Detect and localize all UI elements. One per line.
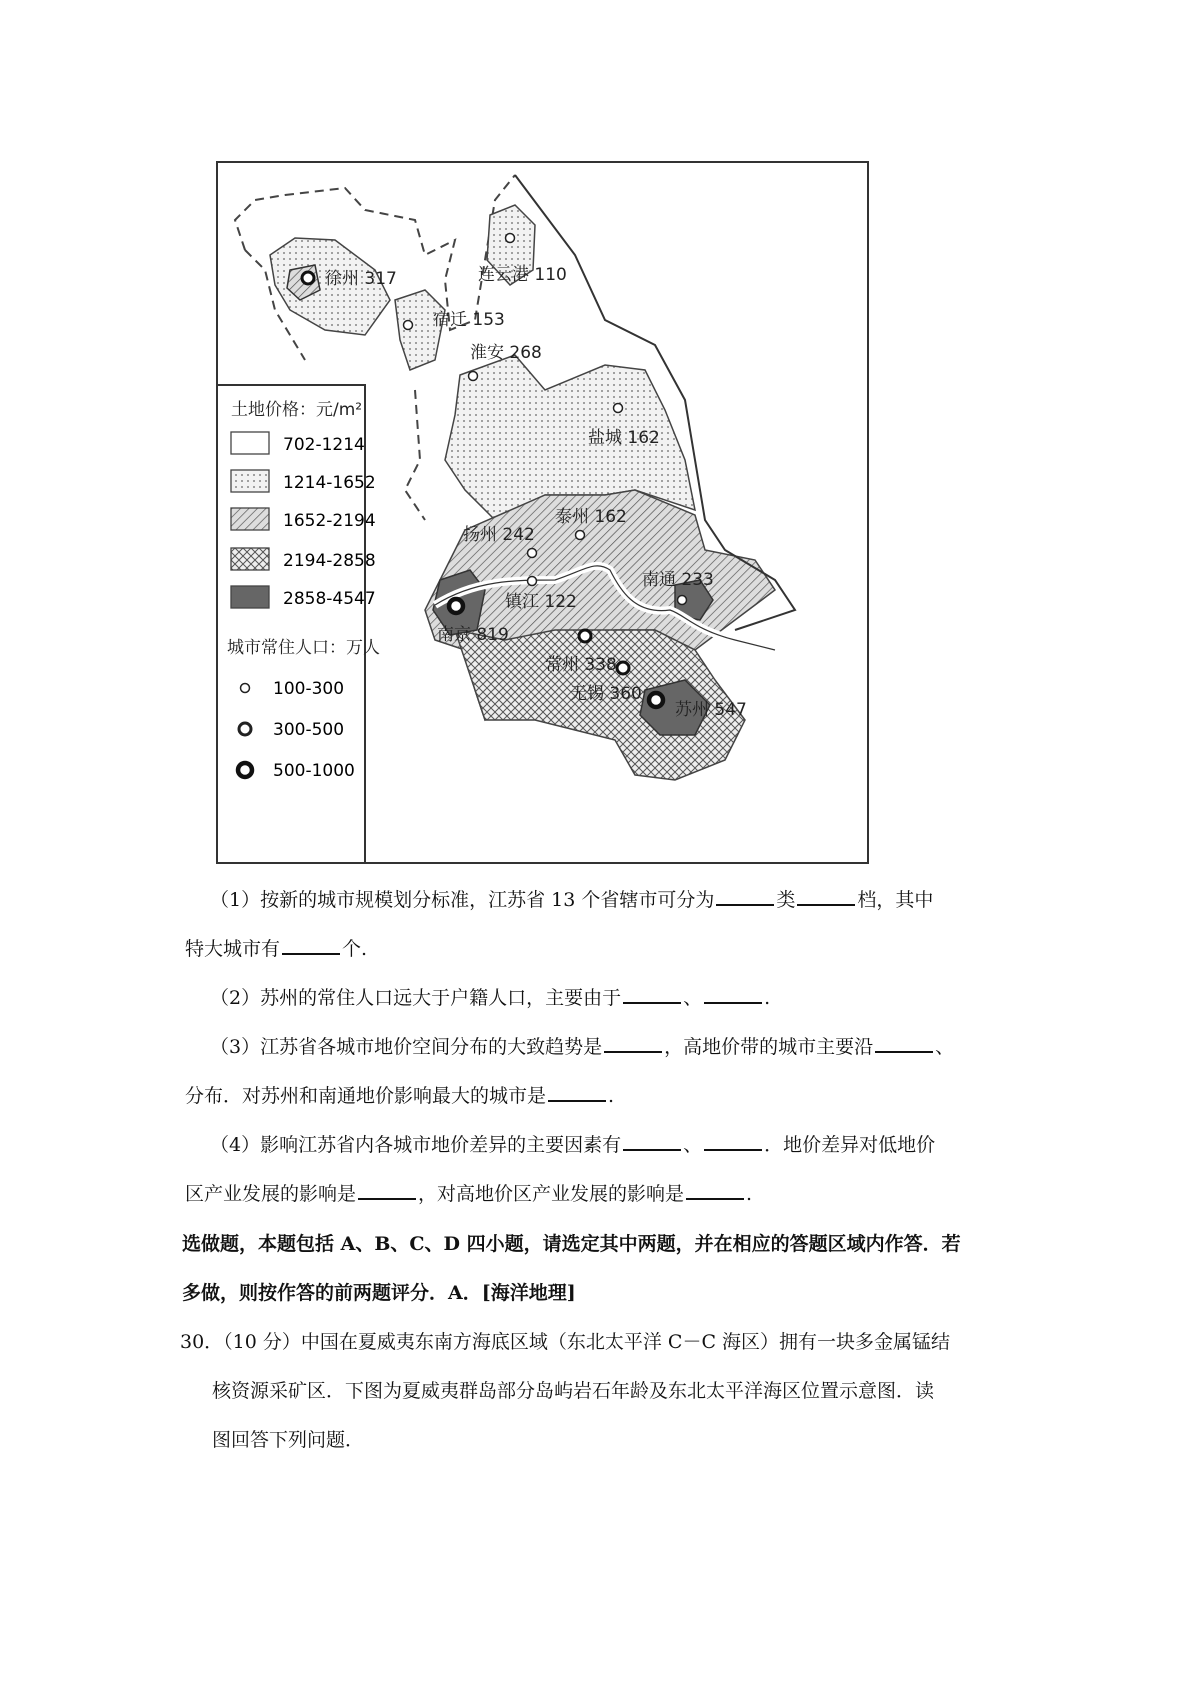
svg-text:宿迁 153: 宿迁 153 <box>433 310 505 330</box>
legend-pop-large-icon <box>238 763 252 777</box>
map-legend <box>217 385 380 863</box>
legend-price-label: 2194-2858 <box>283 551 376 571</box>
legend-swatch-dark <box>231 586 269 608</box>
legend-pop-label: 100-300 <box>273 679 345 699</box>
question-4-line-2 <box>185 1180 752 1207</box>
question-2 <box>210 984 770 1011</box>
legend-price-label: 2858-4547 <box>283 589 376 609</box>
legend-swatch-hatch <box>231 508 269 530</box>
q4-text: ．地价差异对低地价 <box>764 1134 936 1156</box>
question-1-line-1 <box>210 886 933 913</box>
legend-price-label: 1214-1652 <box>283 473 376 493</box>
answer-blank[interactable] <box>875 1033 933 1053</box>
answer-blank[interactable] <box>623 1131 681 1151</box>
legend-price-title: 土地价格：元/m² <box>231 400 363 420</box>
question-30-line-3: 图回答下列问题． <box>212 1429 365 1451</box>
elective-instruction-line-1: 选做题，本题包括 A、B、C、D 四小题，请选定其中两题，并在相应的答题区域内作答．若 <box>182 1233 961 1255</box>
svg-text:淮安 268: 淮安 268 <box>470 343 542 363</box>
svg-text:无锡 360: 无锡 360 <box>570 684 642 704</box>
svg-text:常州 338: 常州 338 <box>545 655 617 675</box>
answer-blank[interactable] <box>716 886 774 906</box>
question-3-line-1 <box>210 1033 954 1060</box>
q4-text: ，对高地价区产业发展的影响是 <box>418 1183 685 1205</box>
legend-pop-label: 300-500 <box>273 720 345 740</box>
legend-pop-label: 500-1000 <box>273 761 355 781</box>
legend-pop-small-icon <box>241 684 250 693</box>
svg-text:连云港 110: 连云港 110 <box>478 265 567 285</box>
answer-blank[interactable] <box>548 1082 606 1102</box>
svg-text:南京 819: 南京 819 <box>437 625 509 645</box>
q2-text: 、 <box>683 987 703 1009</box>
answer-blank[interactable] <box>704 1131 762 1151</box>
question-1-line-2 <box>185 935 367 962</box>
question-30-line-2: 核资源采矿区．下图为夏威夷群岛部分岛屿岩石年龄及东北太平洋海区位置示意图．读 <box>212 1380 935 1402</box>
legend-swatch-cross <box>231 548 269 570</box>
legend-price-label: 1652-2194 <box>283 511 376 531</box>
question-30-line-1: 30．（10 分）中国在夏威夷东南方海底区域（东北太平洋 C－C 海区）拥有一块多金属锰结 <box>180 1331 951 1353</box>
q1-text: 特大城市有 <box>185 938 281 960</box>
svg-text:扬州 242: 扬州 242 <box>463 525 535 545</box>
svg-text:泰州 162: 泰州 162 <box>555 507 627 527</box>
question-3-line-2 <box>185 1082 614 1109</box>
q2-text: （2）苏州的常住人口远大于户籍人口，主要由于 <box>210 987 622 1009</box>
svg-text:南通 233: 南通 233 <box>642 570 714 590</box>
answer-blank[interactable] <box>282 935 340 955</box>
elective-instruction-line-2: 多做，则按作答的前两题评分．A．[海洋地理] <box>182 1282 576 1304</box>
svg-text:徐州 317: 徐州 317 <box>325 269 397 289</box>
answer-blank[interactable] <box>686 1180 744 1200</box>
answer-blank[interactable] <box>604 1033 662 1053</box>
q2-text: . <box>764 987 771 1009</box>
q4-text: 、 <box>683 1134 703 1156</box>
q1-text: 档，其中 <box>857 889 934 911</box>
answer-blank[interactable] <box>358 1180 416 1200</box>
q3-text: 、 <box>935 1036 955 1058</box>
svg-text:镇江 122: 镇江 122 <box>505 592 577 612</box>
q1-text: 类 <box>776 889 796 911</box>
legend-pop-title: 城市常住人口：万人 <box>227 638 380 658</box>
legend-pop-medium-icon <box>239 723 251 735</box>
q4-text: . <box>746 1183 753 1205</box>
svg-text:苏州 547: 苏州 547 <box>675 700 747 720</box>
q4-text: （4）影响江苏省内各城市地价差异的主要因素有 <box>210 1134 622 1156</box>
answer-blank[interactable] <box>797 886 855 906</box>
q3-text: . <box>608 1085 615 1107</box>
jiangsu-land-price-map <box>215 160 870 865</box>
svg-text:盐城 162: 盐城 162 <box>588 428 660 448</box>
question-4-line-1 <box>210 1131 935 1158</box>
legend-swatch-dots <box>231 470 269 492</box>
legend-price-label: 702-1214 <box>283 435 365 455</box>
answer-blank[interactable] <box>704 984 762 1004</box>
q3-text: （3）江苏省各城市地价空间分布的大致趋势是 <box>210 1036 603 1058</box>
q3-text: ，高地价带的城市主要沿 <box>664 1036 874 1058</box>
legend-swatch-white <box>231 432 269 454</box>
answer-blank[interactable] <box>623 984 681 1004</box>
q1-text: （1）按新的城市规模划分标准，江苏省 13 个省辖市可分为 <box>210 889 715 911</box>
q3-text: 分布．对苏州和南通地价影响最大的城市是 <box>185 1085 547 1107</box>
q1-text: 个. <box>342 938 368 960</box>
q4-text: 区产业发展的影响是 <box>185 1183 357 1205</box>
